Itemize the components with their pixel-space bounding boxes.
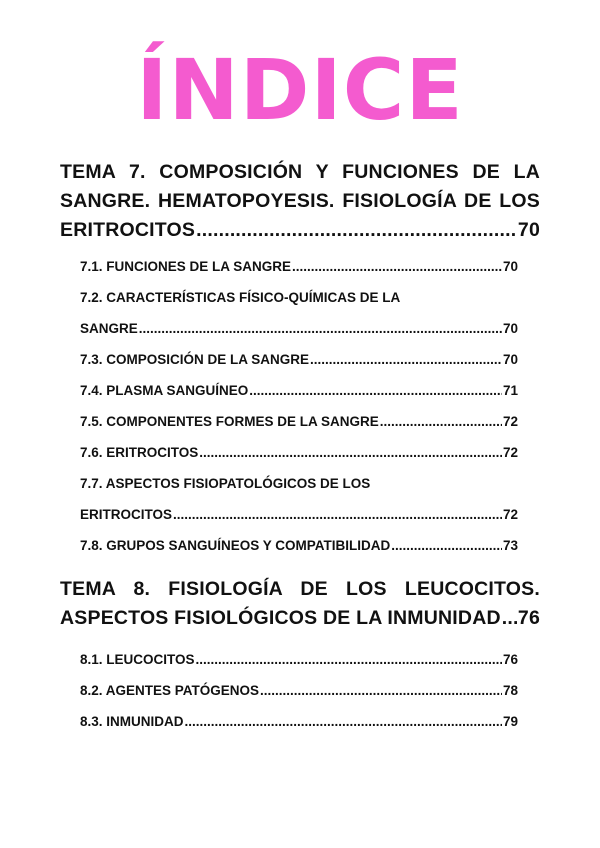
leader-dots	[185, 706, 502, 737]
toc-entry[interactable]	[80, 530, 518, 561]
entry-title: 8.1. LEUCOCITOS	[80, 652, 195, 667]
chapter-title-last-line	[60, 604, 540, 633]
leader-dots	[173, 499, 502, 530]
entry-title: 7.7. ASPECTOS FISIOPATOLÓGICOS DE LOS	[80, 476, 371, 491]
chapter-title: TEMA 7. COMPOSICIÓN Y FUNCIONES DE LA SANGRE. HEMATOPOYESIS. FISIOLOGÍA DE LOS	[60, 161, 540, 212]
entry-title: 7.2. CARACTERÍSTICAS FÍSICO-QUÍMICAS DE LA	[80, 290, 401, 305]
leader-dots	[502, 604, 517, 633]
toc-entry-first-line[interactable]	[80, 468, 518, 499]
page-number: 79	[502, 714, 518, 729]
leader-dots	[139, 313, 502, 344]
toc-entry-first-line[interactable]	[80, 282, 518, 313]
page-number: 70	[502, 321, 518, 336]
leader-dots	[196, 644, 502, 675]
toc-entry[interactable]	[80, 406, 518, 437]
leader-dots	[310, 344, 502, 375]
chapter-title-end: ASPECTOS FISIOLÓGICOS DE LA INMUNIDAD	[60, 607, 501, 629]
page-number: 70	[502, 352, 518, 367]
entry-title: 8.2. AGENTES PATÓGENOS	[80, 683, 260, 698]
entry-title: 7.4. PLASMA SANGUÍNEO	[80, 383, 249, 398]
page-number: 72	[502, 445, 518, 460]
toc-entry[interactable]	[80, 251, 518, 282]
toc-chapter-8[interactable]	[60, 575, 540, 633]
leader-dots	[199, 437, 502, 468]
toc-entry[interactable]	[80, 675, 518, 706]
page-number: 72	[502, 507, 518, 522]
toc-entry[interactable]	[80, 437, 518, 468]
entry-title: 8.3. INMUNIDAD	[80, 714, 184, 729]
entry-title: 7.8. GRUPOS SANGUÍNEOS Y COMPATIBILIDAD	[80, 538, 391, 553]
page-number: 76	[517, 607, 540, 629]
leader-dots	[260, 675, 502, 706]
page-number: 71	[502, 383, 518, 398]
leader-dots	[380, 406, 502, 437]
page-number: 78	[502, 683, 518, 698]
leader-dots	[249, 375, 502, 406]
chapter-title-end: ERITROCITOS	[60, 219, 196, 241]
toc-chapter-7[interactable]	[60, 158, 540, 245]
page-number: 70	[517, 219, 540, 241]
toc-entry[interactable]	[80, 499, 518, 530]
page-title: ÍNDICE	[136, 41, 464, 139]
entry-title: SANGRE	[80, 321, 138, 336]
toc-entries-7	[80, 251, 518, 561]
page-number: 72	[502, 414, 518, 429]
toc-entry[interactable]	[80, 706, 518, 737]
entry-title: 7.3. COMPOSICIÓN DE LA SANGRE	[80, 352, 310, 367]
leader-dots	[391, 530, 502, 561]
toc-entry[interactable]	[80, 644, 518, 675]
entry-title: 7.1. FUNCIONES DE LA SANGRE	[80, 259, 292, 274]
chapter-title-last-line	[60, 216, 540, 245]
leader-dots	[196, 216, 517, 245]
entry-title: ERITROCITOS	[80, 507, 173, 522]
toc-entry[interactable]	[80, 313, 518, 344]
chapter-title: TEMA 8. FISIOLOGÍA DE LOS LEUCOCITOS.	[60, 578, 540, 600]
page-number: 73	[502, 538, 518, 553]
toc-entry[interactable]	[80, 344, 518, 375]
toc-entries-8	[80, 644, 518, 737]
entry-title: 7.6. ERITROCITOS	[80, 445, 199, 460]
page-number: 76	[502, 652, 518, 667]
page-number: 70	[502, 259, 518, 274]
entry-title: 7.5. COMPONENTES FORMES DE LA SANGRE	[80, 414, 379, 429]
leader-dots	[292, 251, 502, 282]
toc-entry[interactable]	[80, 375, 518, 406]
